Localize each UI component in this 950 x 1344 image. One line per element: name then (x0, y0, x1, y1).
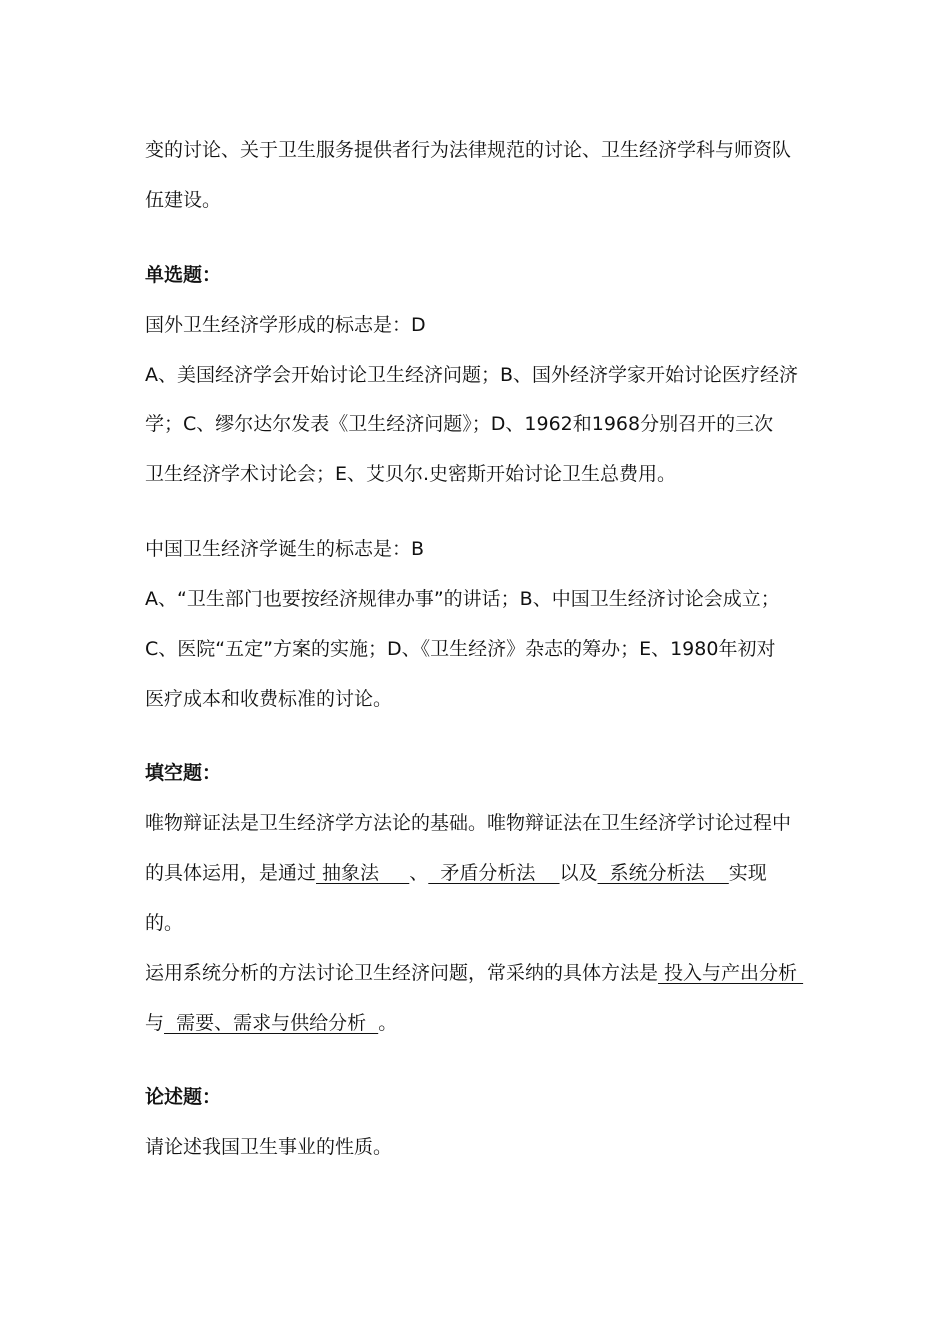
fill-blank-heading: 填空题： (145, 762, 222, 784)
fill-blank-q2-suffix: 。 (378, 1012, 398, 1034)
fill-blank-q1-answer-3: 系统分析法 (597, 862, 729, 884)
essay-heading: 论述题： (145, 1086, 222, 1108)
single-choice-q1-options-line-3: 卫生经济学术讨论会；E、艾贝尔.史密斯开始讨论卫生总费用。 (145, 463, 677, 485)
fill-blank-q2-line2-prefix: 与 (145, 1012, 165, 1034)
fill-blank-q1-separator-2: 以及 (559, 862, 598, 884)
fill-blank-q1-line-3: 的。 (145, 912, 184, 934)
fill-blank-q1-separator-1: 、 (409, 862, 429, 884)
fill-blank-q1-line-1: 唯物辩证法是卫生经济学方法论的基础。唯物辩证法在卫生经济学讨论过程中 (145, 812, 792, 834)
essay-q1: 请论述我国卫生事业的性质。 (145, 1136, 393, 1158)
single-choice-q2-stem: 中国卫生经济学诞生的标志是：B (145, 538, 425, 560)
single-choice-q1-options-line-1: A、美国经济学会开始讨论卫生经济问题；B、国外经济学家开始讨论医疗经济 (145, 364, 799, 386)
fill-blank-q1-answer-2: 矛盾分析法 (428, 862, 560, 884)
intro-line-1: 变的讨论、关于卫生服务提供者行为法律规范的讨论、卫生经济学科与师资队 (145, 139, 792, 161)
single-choice-q2-options-line-3: 医疗成本和收费标准的讨论。 (145, 688, 393, 710)
single-choice-heading: 单选题： (145, 264, 222, 286)
fill-blank-q2-prefix: 运用系统分析的方法讨论卫生经济问题，常采纳的具体方法是 (145, 962, 659, 984)
fill-blank-q2-answer-2: 需要、需求与供给分析 (164, 1012, 379, 1034)
fill-blank-q2-line-1 (145, 960, 817, 986)
single-choice-q2-options-line-2: C、医院“五定”方案的实施；D、《卫生经济》杂志的筹办；E、1980年初对 (145, 638, 776, 660)
intro-line-2: 伍建设。 (145, 189, 222, 211)
fill-blank-q1-prefix: 的具体运用，是通过 (145, 862, 317, 884)
single-choice-q1-options-line-2: 学；C、缪尔达尔发表《卫生经济问题》；D、1962和1968分别召开的三次 (145, 413, 774, 435)
fill-blank-q2-answer-1: 投入与产出分析 (658, 962, 804, 984)
single-choice-q1-stem: 国外卫生经济学形成的标志是：D (145, 314, 426, 336)
fill-blank-q1-answer-1: 抽象法 (316, 862, 410, 884)
fill-blank-q1-suffix: 实现 (728, 862, 767, 884)
single-choice-q2-options-line-1: A、“卫生部门也要按经济规律办事”的讲话；B、中国卫生经济讨论会成立； (145, 588, 780, 610)
fill-blank-q2-line-2 (145, 1010, 817, 1036)
fill-blank-q1-line-2 (145, 860, 817, 886)
